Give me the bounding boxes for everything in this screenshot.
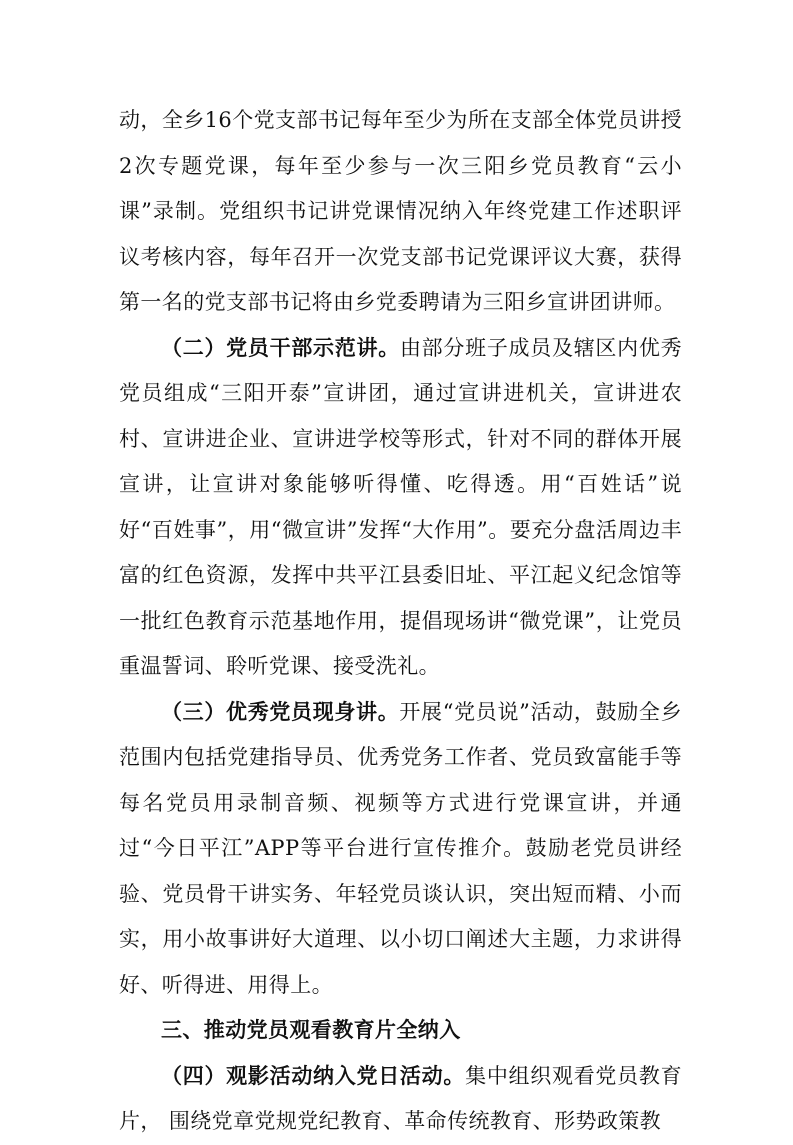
paragraph-cadre-demonstration: [119, 326, 682, 690]
paragraph-film-viewing: [119, 1054, 682, 1145]
paragraph-continuation: [119, 98, 682, 326]
document-body: [119, 98, 682, 1145]
paragraph-text: 开展“党员说”活动，鼓励全乡范围内包括党建指导员、优秀党务工作者、党员致富能手等每名党员用录制音频、视频等方式进行党课宣讲，并通过“今日平江”APP等平台进行宣传推介。鼓励老党员讲经验、党员骨干讲实务、年轻党员谈认识，突出短而精、小而实，用小故事讲好大道理、以小切口阐述大主题，力求讲得好、听得进、用得上。: [119, 699, 682, 997]
paragraph-text: 集中组织观看党员教育片， 围绕党章党规党纪教育、革命传统教育、形势政策教: [119, 1063, 683, 1133]
paragraph-bold-lead: （四）观影活动纳入党日活动。: [161, 1063, 466, 1088]
paragraph-bold-lead: （三）优秀党员现身讲。: [161, 699, 400, 724]
section-heading: 三、推动党员观看教育片全纳入: [161, 1018, 461, 1042]
paragraph-bold-lead: （二）党员干部示范讲。: [161, 335, 400, 360]
paragraph-text: 由部分班子成员及辖区内优秀党员组成“三阳开泰”宣讲团，通过宣讲进机关，宣讲进农村、宣讲进企业、宣讲进学校等形式，针对不同的群体开展宣讲，让宣讲对象能够听得懂、吃得透。用“百姓话”说好“百姓事”，用“微宣讲”发挥“大作用”。要充分盘活周边丰富的红色资源，发挥中共平江县委旧址、平江起义纪念馆等一批红色教育示范基地作用，提倡现场讲“微党课”，让党员重温誓词、聆听党课、接受洗礼。: [119, 335, 682, 678]
paragraph-outstanding-members: [119, 690, 682, 1009]
paragraph-text: 动，全乡16个党支部书记每年至少为所在支部全体党员讲授2次专题党课，每年至少参与一次三阳乡党员教育“云小课”录制。党组织书记讲党课情况纳入年终党建工作述职评议考核内容，每年召开一次党支部书记党课评议大赛，获得第一名的党支部书记将由乡党委聘请为三阳乡宣讲团讲师。: [119, 108, 682, 314]
